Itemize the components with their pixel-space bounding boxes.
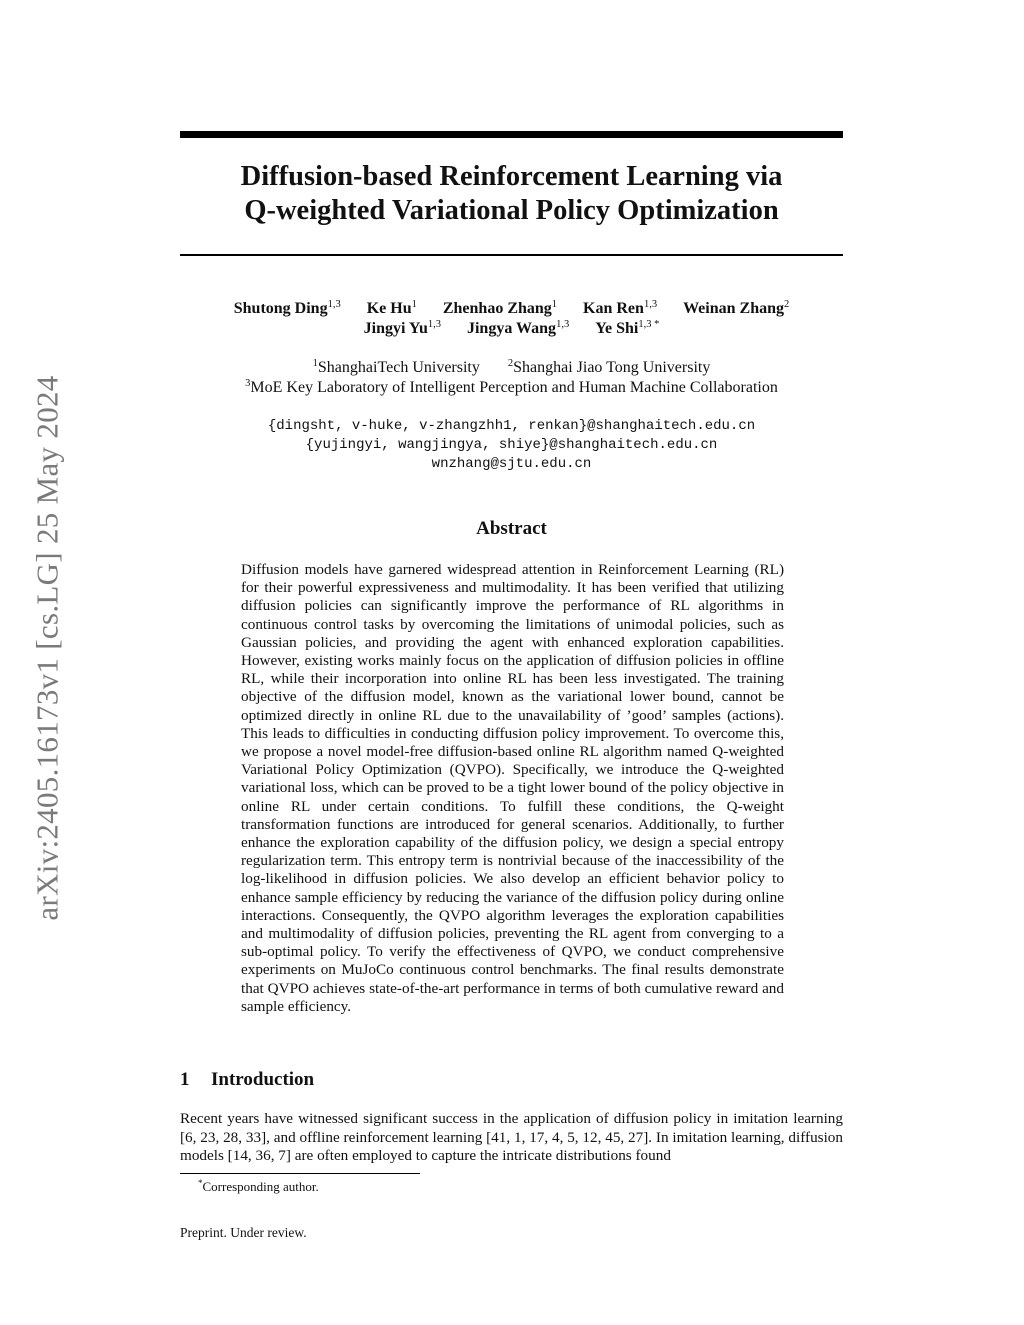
introduction-paragraph: Recent years have witnessed significant success in the application of diffusion policy in imitation learning [6, 23, 28, 33], and offline reinforcement learning [41, 1, 17, 4, 5, 12, 45, 27]. In imitation learning, diffusion models [14, 36, 7] are often employed to capture the intricate distributions found [180, 1110, 843, 1164]
affiliations [180, 358, 843, 398]
email-line: {yujingyi, wangjingya, shiye}@shanghaitech.edu.cn [305, 437, 718, 453]
author: Jingya Wang$^{1,3}$ [466, 319, 570, 337]
author: Kan Ren$^{1,3}$ [583, 299, 658, 317]
arxiv-stamp-text: arXiv:2405.16173v1 [cs.LG] 25 May 2024 [30, 374, 65, 921]
affiliation: $^1$ShanghaiTech University [312, 358, 480, 376]
footnote-text: Corresponding author. [202, 1179, 319, 1194]
title-line-1: Diffusion-based Reinforcement Learning via [240, 161, 783, 192]
footnote [198, 1179, 319, 1195]
author: Shutong Ding$^{1,3}$ [233, 299, 341, 317]
author: Weinan Zhang$^2$ [683, 299, 790, 317]
author-line-2 [180, 319, 843, 339]
affiliation: $^2$Shanghai Jiao Tong University [507, 358, 711, 376]
abstract-body: Diffusion models have garnered widespread attention in Reinforcement Learning (RL) for their powerful expressiveness and multimodality. It has been verified that utilizing diffusion policies can significantly improve the performance of RL algorithms in continuous control tasks by overcoming the limitations of unimodal policies, such as Gaussian policies, and providing the agent with enhanced exploration capabilities. However, existing works mainly focus on the application of diffusion policies in offline RL, while their incorporation into online RL has been less investigated. The training objective of the diffusion model, known as the variational lower bound, cannot be optimized directly in online RL due to the unavailability of ’good’ samples (actions). This leads to difficulties in conducting diffusion policy improvement. To overcome this, we propose a novel model-free diffusion-based online RL algorithm named Q-weighted Variational Policy Optimization (QVPO). Specifically, we introduce the Q-weighted variational loss, which can be proved to be a tight lower bound of the policy objective in online RL under certain conditions. To fulfill these conditions, the Q-weight transformation functions are introduced for general scenarios. Additionally, to further enhance the exploration capability of the diffusion policy, we design a special entropy regularization term. This entropy term is nontrivial because of the inaccessibility of the log-likelihood in diffusion policies. We also develop an efficient behavior policy to enhance sample efficiency by reducing the variance of the diffusion policy during online interactions. Consequently, the QVPO algorithm leverages the exploration capabilities and multimodality of diffusion policies, preventing the RL agent from converging to a sub-optimal policy. To verify the effectiveness of QVPO, we conduct comprehensive experiments on MuJoCo continuous control benchmarks. The final results demonstrate that QVPO achieves state-of-the-art performance in terms of both cumulative reward and sample efficiency. [241, 561, 784, 1015]
affiliation: $^3$MoE Key Laboratory of Intelligent Perception and Human Machine Collaboration [245, 378, 778, 396]
preprint-note: Preprint. Under review. [180, 1225, 307, 1240]
affiliation-line-1 [180, 358, 843, 378]
section-title: Introduction [211, 1069, 315, 1090]
paper-title [180, 160, 843, 228]
email-line: {dingsht, v-huke, v-zhangzhh1, renkan}@shanghaitech.edu.cn [267, 418, 756, 434]
author: Ke Hu$^1$ [366, 299, 417, 317]
email-block [180, 417, 843, 474]
author-line-1 [180, 299, 843, 319]
author-list [180, 299, 843, 339]
footnote-rule [180, 1173, 420, 1174]
author: Jingyi Yu$^{1,3}$ [363, 319, 441, 337]
section-heading-introduction [180, 1069, 314, 1091]
author: Zhenhao Zhang$^1$ [442, 299, 558, 317]
title-line-2: Q-weighted Variational Policy Optimization [244, 195, 779, 226]
section-number: 1 [180, 1069, 190, 1090]
email-line: wnzhang@sjtu.edu.cn [431, 456, 592, 472]
arxiv-stamp [8, 345, 88, 950]
abstract-heading: Abstract [476, 518, 547, 539]
author: Ye Shi$^{1,3 *}$ [595, 319, 660, 337]
title-rule-bottom [180, 254, 843, 256]
affiliation-line-2 [180, 378, 843, 398]
footnote-mark: * [198, 1178, 203, 1188]
title-rule-top [180, 131, 843, 138]
